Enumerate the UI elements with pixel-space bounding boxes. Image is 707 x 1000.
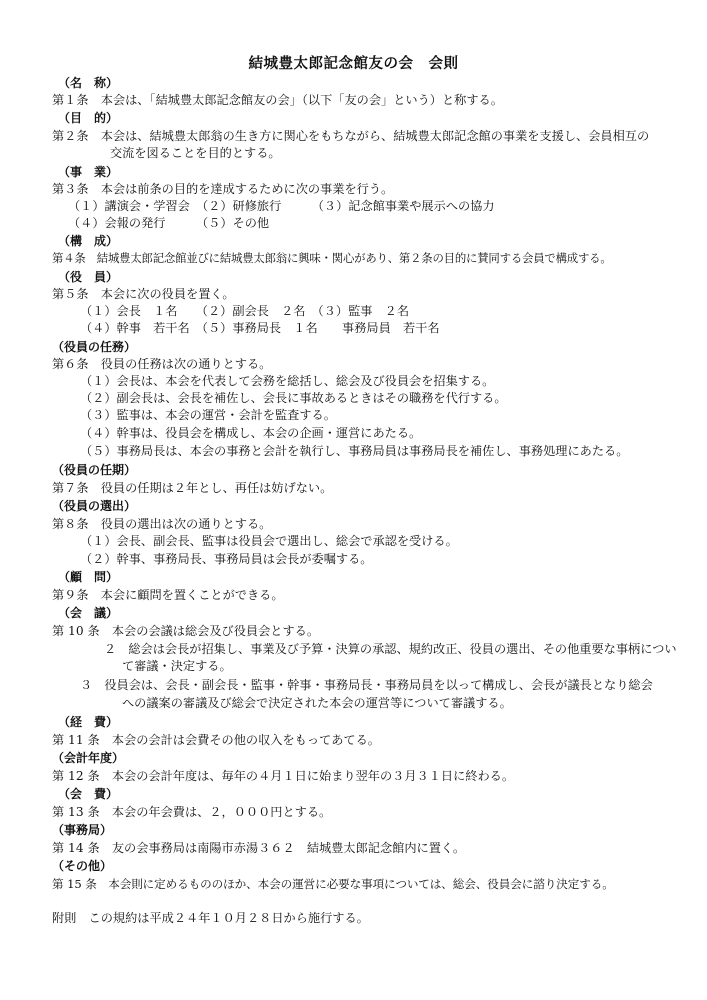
section-heading-purpose: （目 的） [58, 111, 119, 125]
article-3-items-2: （４）会報の発行 （５）その他 [68, 216, 270, 230]
section-heading-officer-duties: （役員の任務） [52, 340, 137, 354]
article-2-line-1: 第２条 本会は、結城豊太郎翁の生き方に関心をもちながら、結城豊太郎記念館の事業を支援し、会員相互の [52, 129, 650, 143]
section-heading-expenses: （経 費） [58, 715, 119, 729]
article-10-para-3-line-2: への議案の審議及び総会で決定された本会の運営等について審議する。 [122, 696, 512, 710]
article-6-item-5: （５）事務局長は、本会の事務と会計を執行し、事務局員は事務局長を補佐し、事務処理にあたる。 [80, 444, 629, 458]
section-heading-secretariat: （事務局） [52, 823, 113, 837]
section-heading-fiscal-year: （会計年度） [52, 751, 125, 765]
article-8-item-1: （１）会長、副会長、監事は役員会で選出し、総会で承認を受ける。 [80, 534, 458, 548]
article-3-items-1: （１）講演会・学習会 （２）研修旅行 （３）記念館事業や展示への協力 [68, 199, 495, 213]
article-5-items-1: （１）会長 １名 （２）副会長 ２名 （３）監事 ２名 [80, 304, 410, 318]
article-13: 第 13 条 本会の年会費は、２，０００円とする。 [52, 805, 332, 819]
article-10-para-2-line-1: ２ 総会は会長が招集し、事業及び予算・決算の承認、規約改正、役員の選出、その他重要な事柄につい [104, 642, 677, 656]
document-title: 結城豊太郎記念館友の会 会則 [248, 56, 459, 72]
article-12: 第 12 条 本会の会計年度は、毎年の４月１日に始まり翌年の３月３１日に終わる。 [52, 769, 515, 783]
section-heading-fees: （会 費） [58, 787, 119, 801]
article-10-para-3-line-1: ３ 役員会は、会長・副会長・監事・幹事・事務局長・事務局員を以って構成し、会長が議長となり総会 [80, 678, 653, 692]
section-heading-composition: （構 成） [58, 234, 119, 248]
article-6: 第６条 役員の任務は次の通りとする。 [52, 357, 272, 371]
section-heading-name: （名 称） [58, 76, 119, 90]
article-4: 第４条 結城豊太郎記念館並びに結城豊太郎翁に興味・関心があり、第２条の目的に賛同する会員で構成する。 [52, 251, 612, 265]
article-6-item-3: （３）監事は、本会の運営・会計を監査する。 [80, 408, 336, 422]
article-11: 第 11 条 本会の会計は会費その他の収入をもってあてる。 [52, 733, 380, 747]
article-6-item-4: （４）幹事は、役員会を構成し、本会の企画・運営にあたる。 [80, 426, 422, 440]
article-15: 第 15 条 本会則に定めるもののほか、本会の運営に必要な事項については、総会、役員会に諮り決定する。 [52, 877, 614, 891]
article-5: 第５条 本会に次の役員を置く。 [52, 287, 235, 301]
article-6-item-1: （１）会長は、本会を代表して会務を総括し、総会及び役員会を招集する。 [80, 374, 495, 388]
article-3: 第３条 本会は前条の目的を達成するために次の事業を行う。 [52, 182, 394, 196]
article-10-para-2-line-2: て審議・決定する。 [122, 659, 232, 673]
article-8: 第８条 役員の選出は次の通りとする。 [52, 517, 272, 531]
section-heading-advisor: （顧 問） [58, 570, 119, 584]
article-9: 第９条 本会に顧問を置くことができる。 [52, 588, 284, 602]
article-1: 第１条 本会は、「結城豊太郎記念館友の会」（以下「友の会」という）と称する。 [52, 93, 503, 107]
section-heading-election: （役員の選出） [52, 499, 137, 513]
section-heading-officers: （役 員） [58, 270, 119, 284]
article-6-item-2: （２）副会長は、会長を補佐し、会長に事故あるときはその職務を代行する。 [80, 391, 507, 405]
supplementary-provision: 附則 この規約は平成２４年１０月２８日から施行する。 [52, 911, 369, 925]
article-14: 第 14 条 友の会事務局は南陽市赤湯３６２ 結城豊太郎記念館内に置く。 [52, 841, 466, 855]
article-5-items-2: （４）幹事 若干名 （５）事務局長 １名 事務局員 若干名 [80, 321, 440, 335]
section-heading-other: （その他） [52, 859, 113, 873]
section-heading-meetings: （会 議） [58, 606, 119, 620]
article-7: 第７条 役員の任期は２年とし、再任は妨げない。 [52, 481, 333, 495]
section-heading-business: （事 業） [58, 165, 119, 179]
section-heading-term: （役員の任期） [52, 463, 137, 477]
article-10: 第 10 条 本会の会議は総会及び役員会とする。 [52, 624, 320, 638]
article-2-line-2: 交流を図ることを目的とする。 [110, 146, 281, 160]
article-8-item-2: （２）幹事、事務局長、事務局員は会長が委嘱する。 [80, 552, 373, 566]
